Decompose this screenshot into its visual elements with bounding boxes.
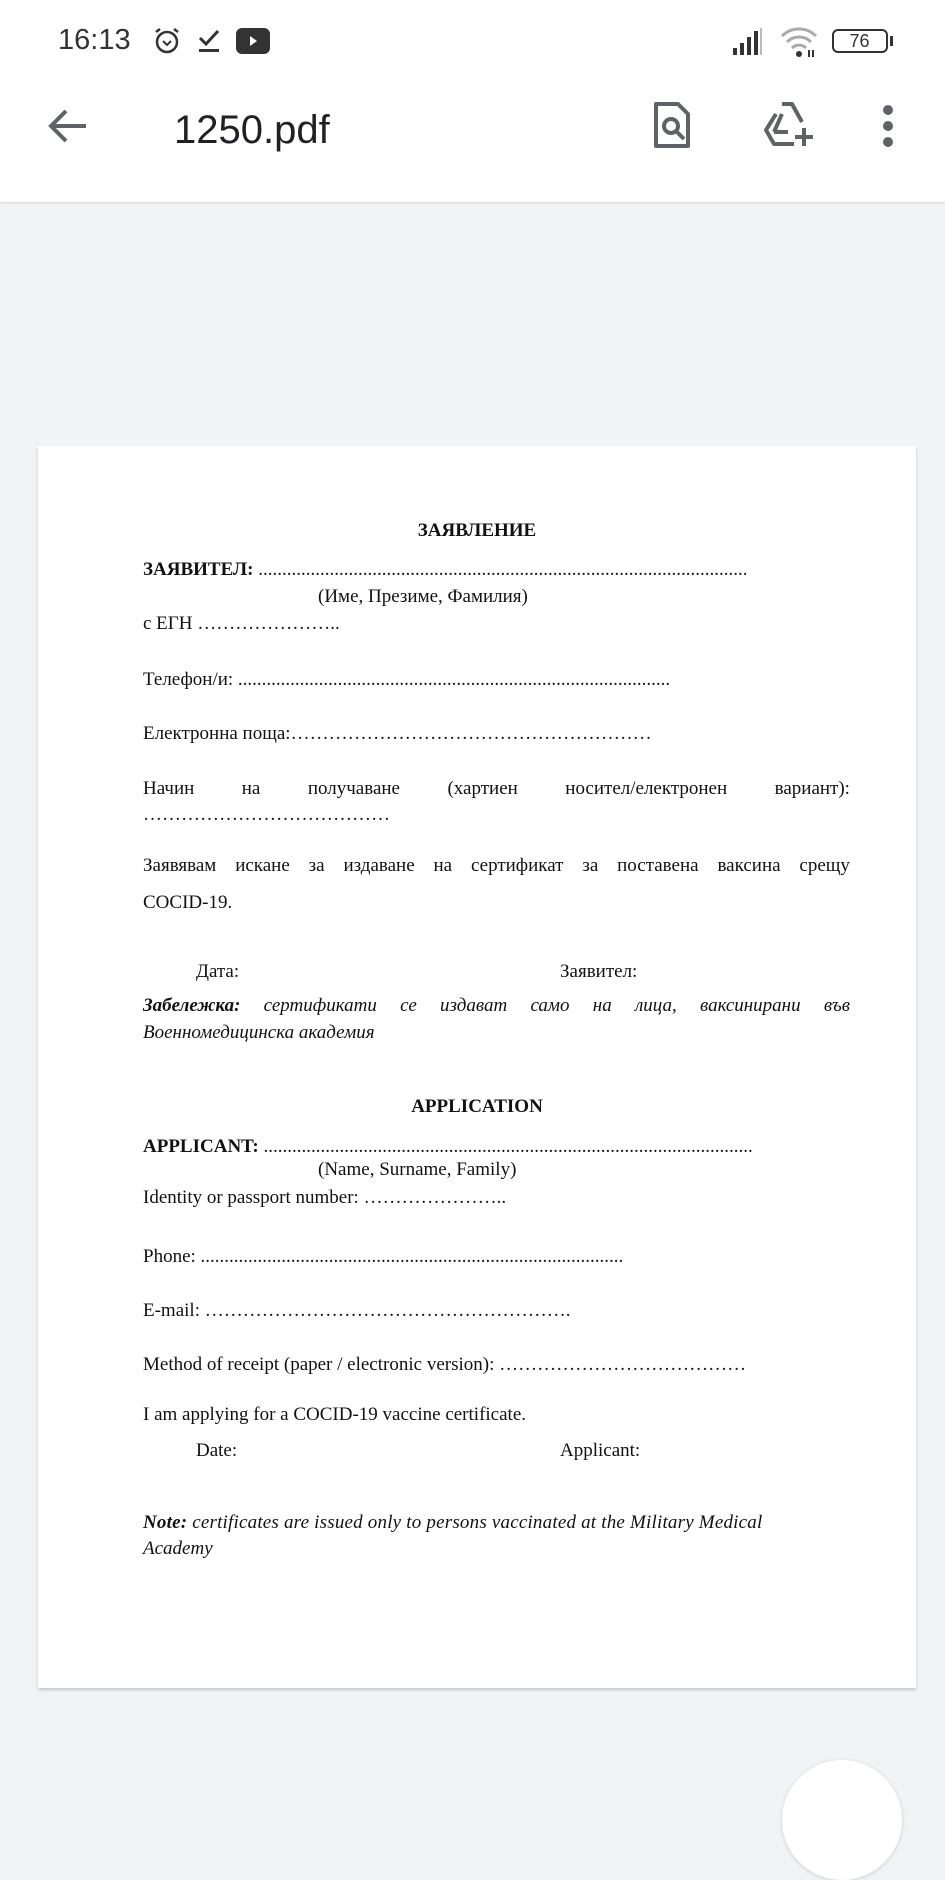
bg-title: ЗАЯВЛЕНИЕ — [417, 520, 537, 541]
en-title: APPLICATION — [411, 1096, 543, 1117]
word: Начин — [143, 778, 195, 799]
word: на — [592, 995, 612, 1016]
en-note-end: Academy — [143, 1538, 213, 1559]
bg-applicant-label: ЗАЯВИТЕЛ: — [143, 559, 254, 580]
bg-request — [143, 854, 850, 878]
bg-egn: с ЕГН ………………….. — [143, 613, 340, 634]
word: за — [582, 855, 599, 876]
file-title: 1250.pdf — [174, 108, 330, 152]
word: на — [241, 778, 261, 799]
wifi-icon — [780, 26, 820, 58]
en-id: Identity or passport number: ………………….. — [143, 1187, 507, 1208]
battery-level: 76 — [849, 31, 870, 51]
bg-note-end: Военномедицинска академия — [143, 1022, 375, 1043]
bg-note — [143, 994, 850, 1018]
bg-signer: Заявител: — [560, 961, 638, 982]
en-applicant-dots: ....................................................................................................... — [258, 1136, 753, 1157]
pdf-page — [38, 446, 916, 1688]
en-applicant-label: APPLICANT: — [143, 1136, 259, 1157]
bg-email: Електронна поща:………………………………………………… — [143, 723, 652, 744]
bg-name-hint: (Име, Презиме, Фамилия) — [318, 586, 528, 607]
en-name-hint: (Name, Surname, Family) — [318, 1159, 517, 1180]
en-email: E-mail: …………………………………………………. — [143, 1300, 571, 1321]
alarm-icon — [152, 26, 182, 56]
word: сертификат — [470, 855, 564, 876]
youtube-icon — [236, 28, 270, 54]
word: сертификати — [263, 995, 377, 1016]
word: издават — [440, 995, 508, 1016]
status-bar — [0, 0, 945, 84]
en-phone: Phone: ......................................................................................... — [143, 1246, 624, 1267]
en-signer: Applicant: — [560, 1440, 641, 1461]
note-label: Забележка: — [143, 995, 241, 1016]
bg-applicant-line — [143, 558, 748, 582]
en-method: Method of receipt (paper / electronic version): ………………………………… — [143, 1354, 747, 1375]
more-options-icon[interactable] — [882, 104, 894, 148]
battery-tip — [890, 36, 893, 46]
word: във — [823, 995, 850, 1016]
bg-phone: Телефон/и: ........................................................................................... — [143, 669, 671, 690]
word: за — [308, 855, 325, 876]
word: издаване — [343, 855, 415, 876]
signal-icon — [733, 28, 763, 56]
en-applicant-line — [143, 1135, 753, 1159]
find-in-file-icon[interactable] — [652, 100, 692, 150]
word: се — [400, 995, 417, 1016]
word: искане — [235, 855, 290, 876]
download-done-icon — [197, 28, 221, 54]
word: ваксинирани — [700, 995, 801, 1016]
word: на — [433, 855, 453, 876]
floating-action-button[interactable] — [782, 1760, 902, 1880]
note-label: Note: — [143, 1512, 188, 1533]
word: срещу — [799, 855, 850, 876]
word: получаване — [307, 778, 400, 799]
bg-date: Дата: — [196, 961, 240, 982]
word: (хартиен — [447, 778, 518, 799]
word: лица, — [634, 995, 677, 1016]
bg-applicant-dots: ....................................................................................................... — [253, 559, 748, 580]
word: носител/електронен — [565, 778, 728, 799]
clock: 16:13 — [58, 24, 131, 56]
back-arrow-icon[interactable] — [46, 104, 90, 148]
en-request: I am applying for a COCID-19 vaccine certificate. — [143, 1404, 527, 1425]
en-date: Date: — [196, 1440, 238, 1461]
note-text: certificates are issued only to persons vaccinated at the Military Medical — [187, 1512, 763, 1533]
bg-method-dots: ………………………………… — [143, 804, 390, 825]
bg-request-end: COCID-19. — [143, 892, 233, 913]
bg-method — [143, 777, 850, 801]
app-bar — [0, 84, 945, 202]
word: Заявявам — [143, 855, 217, 876]
battery-icon — [832, 29, 888, 53]
add-to-drive-icon[interactable] — [762, 100, 818, 150]
word: само — [530, 995, 570, 1016]
word: поставена — [617, 855, 699, 876]
word: ваксина — [717, 855, 781, 876]
en-note — [143, 1511, 762, 1535]
word: вариант): — [774, 778, 850, 799]
